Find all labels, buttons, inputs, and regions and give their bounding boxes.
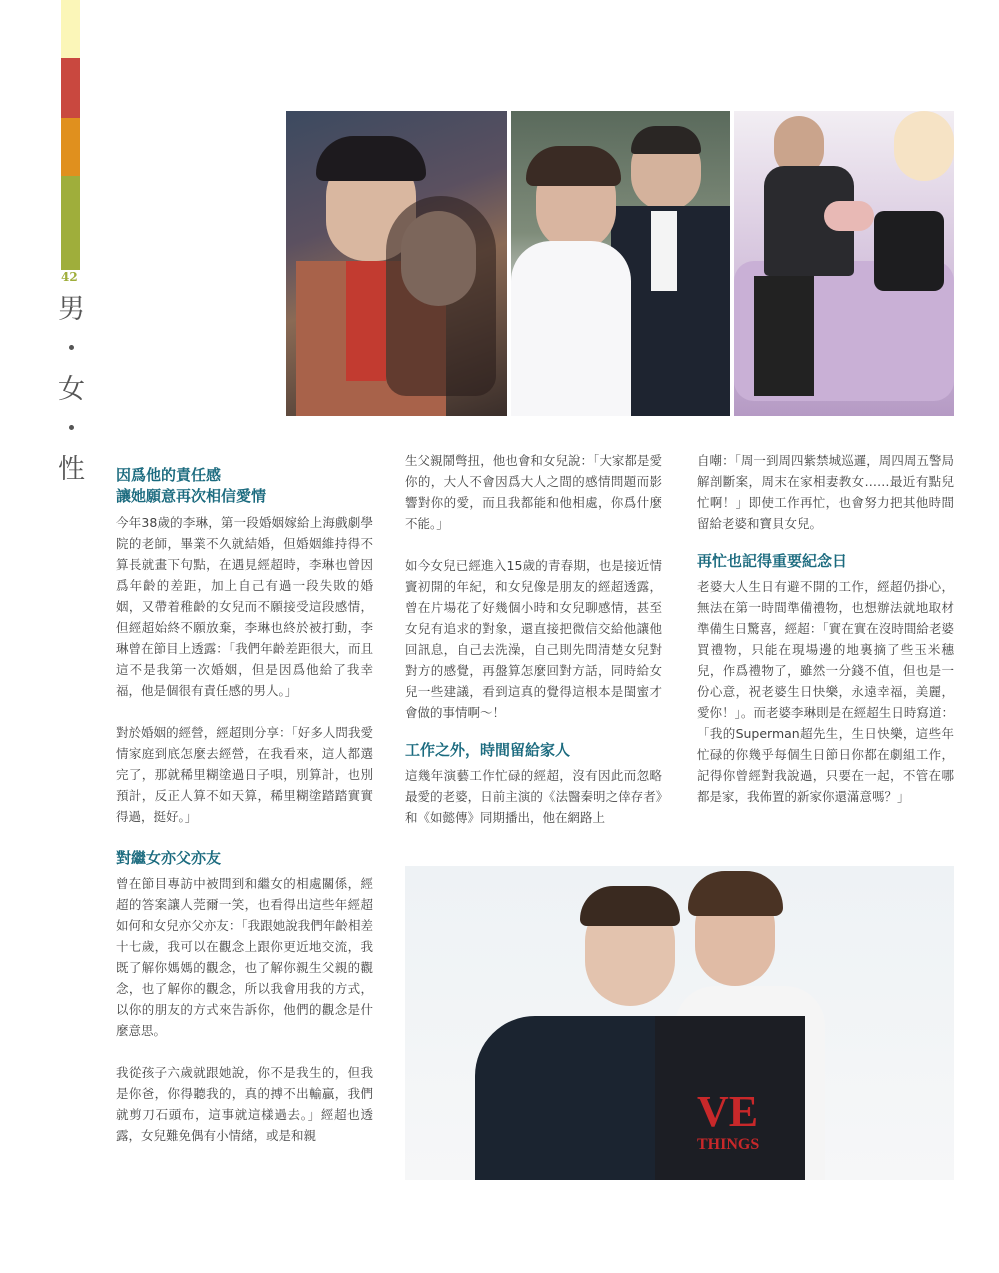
shirt-print-text: THINGS: [697, 1136, 760, 1153]
section-title-char: 性: [58, 454, 85, 485]
photo-wedding: [511, 111, 730, 416]
paragraph: 對於婚姻的經營，經超則分享：「好多人問我愛情家庭到底怎麼去經營，在我看來，這人都選完了，那就稀里糊塗過日子唄，別算計，也別預計，反正人算不如天算，稀里糊塗踏踏實實得過，挺好。」: [116, 725, 373, 824]
article-column-3: [697, 450, 954, 807]
paragraph: 這幾年演藝工作忙碌的經超，沒有因此而忽略最愛的老婆，日前主演的《法醫秦明之倖存者》和《如懿傳》同期播出，他在網路上: [405, 768, 662, 825]
sidebar-color-bar-red: [61, 58, 80, 118]
shirt-print-text: VE: [697, 1087, 759, 1136]
section-title-dot: ・: [58, 414, 85, 445]
section-title-char: 男: [58, 294, 85, 325]
section-heading: 再忙也記得重要紀念日: [697, 552, 848, 570]
page-number: 42: [61, 270, 78, 284]
article-column-1: [116, 465, 373, 1146]
paragraph: 今年38歲的李琳，第一段婚姻嫁給上海戲劇學院的老師，畢業不久就結婚，但婚姻維持得不算長就畫下句點，在遇見經超時，李琳也曾因爲年齡的差距，加上自己有過一段失敗的婚姻，又帶着稚齡的女兒而不願接受這段感情，但經超始終不願放棄，李琳也終於被打動，李琳曾在節目上透露：「我們年齡差距很大，而且這不是我第一次婚姻，但是因爲他給了我幸福，他是個很有責任感的男人。」: [116, 515, 373, 698]
paragraph: 如今女兒已經進入15歲的青春期，也是接近情竇初開的年紀，和女兒像是朋友的經超透露，曾在片場花了好幾個小時和女兒聊感情，甚至女兒有追求的對象，還直接把微信交給他讓他回訊息，自己去洗澡，自己則先問清楚女兒對對方的感覺，再盤算怎麼回對方話，同時給女兒一些建議，看到這真的覺得這根本是閨蜜才會做的事情啊～！: [405, 558, 662, 720]
section-heading: 工作之外，時間留給家人: [405, 741, 571, 759]
section-heading: 讓她願意再次相信愛情: [116, 487, 267, 505]
paragraph: 曾在節目專訪中被問到和繼女的相處關係，經超的答案讓人莞爾一笑，也看得出這些年經超如何和女兒亦父亦友：「我跟她說我們年齡相差十七歲，我可以在觀念上跟你更近地交流，我既了解你媽媽的觀念，也了解你親生父親的觀念，也了解你的觀念，所以我會用我的方式，以你的朋友的方式來告訴你，他們的觀念是什麼意思。: [116, 876, 373, 1038]
sidebar-color-bar-yellow: [61, 0, 80, 58]
paragraph: 自嘲：「周一到周四紫禁城巡邏，周四周五警局解剖斷案，周末在家相妻教女……最近有點兒忙啊！」即使工作再忙，也會努力把其他時間留給老婆和寶貝女兒。: [697, 453, 954, 531]
paragraph: 老婆大人生日有避不開的工作，經超仍掛心，無法在第一時間準備禮物，也想辦法就地取材準備生日驚喜，經超：「實在實在沒時間給老婆買禮物，只能在現場邊的地裏摘了些玉米穗兒，作爲禮物了，雖然一分錢不值，但也是一份心意，祝老婆生日快樂，永遠幸福，美麗，愛你！」。而老婆李琳則是在經超生日時寫道：「我的Superman超先生，生日快樂，這些年忙碌的你幾乎每個生日節日你都在劇組工作，記得你曾經對我說過，只要在一起，不管在哪都是家，我佈置的新家你還滿意嗎？」: [697, 579, 954, 804]
section-title: [58, 290, 84, 490]
section-title-dot: ・: [58, 334, 85, 365]
section-heading: 對繼女亦父亦友: [116, 849, 222, 867]
section-heading: 因爲他的責任感: [116, 466, 222, 484]
photo-couple-selfie: [286, 111, 507, 416]
section-title-char: 女: [58, 374, 85, 405]
photo-couple-portrait: [405, 866, 954, 1180]
paragraph: 我從孩子六歲就跟她說，你不是我生的，但我是你爸，你得聽我的，真的搏不出輸贏，我們就剪刀石頭布，這事就這樣過去。」經超也透露，女兒難免偶有小情緒，或是和親: [116, 1065, 373, 1143]
sidebar-color-bar-orange: [61, 118, 80, 176]
article-column-2: [405, 450, 662, 828]
sidebar-color-bar-green: [61, 176, 80, 270]
photo-father-baby: [734, 111, 954, 416]
paragraph: 生父親鬧彆扭，他也會和女兒說：「大家都是愛你的，大人不會因爲大人之間的感情問題而影響對你的愛，而且我都能和他相處，你爲什麼不能。」: [405, 453, 662, 531]
